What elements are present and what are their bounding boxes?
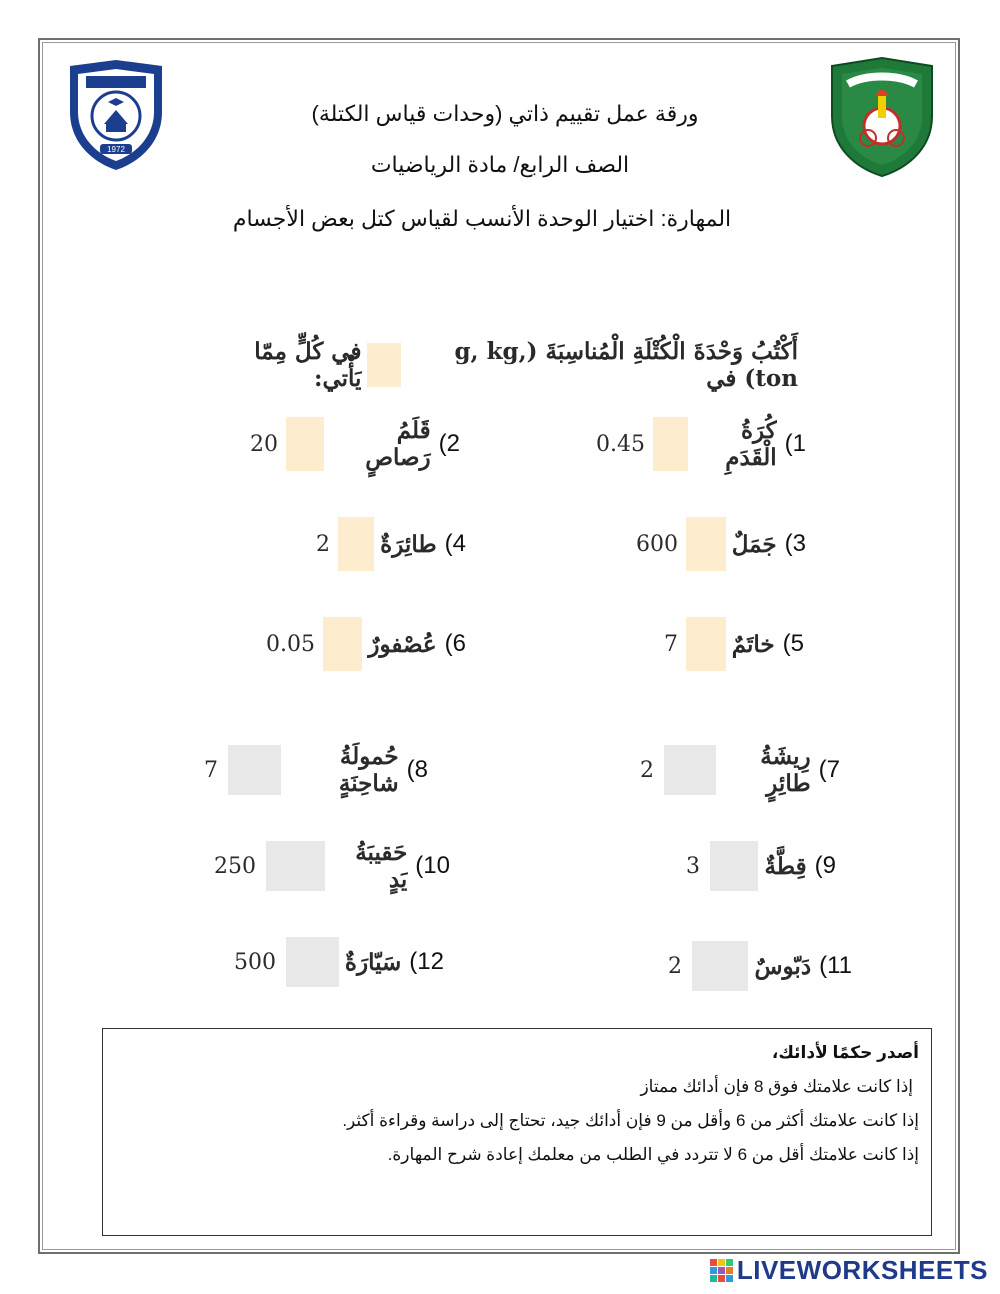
brand-name: LIVEWORKSHEETS [736,1255,988,1285]
svg-text:1972: 1972 [107,145,125,154]
worksheet-title: ورقة عمل تقييم ذاتي (وحدات قياس الكتلة) [311,101,699,126]
answer-box[interactable] [286,417,324,471]
skill-statement: المهارة: اختيار الوحدة الأنسب لقياس كتل بعض الأجسام [232,206,732,231]
answer-box[interactable] [286,937,339,987]
item-1: 1) كُرَةُ الْقَدَمِ 0.45 [596,417,806,471]
answer-box[interactable] [686,517,726,571]
item-4: 4) طائِرَةٌ 2 [316,516,466,572]
item-6: 6) عُصْفورٌ 0.05 [266,616,466,672]
judgement-excellent: إذا كانت علامتك فوق 8 فإن أدائك ممتاز [640,1077,913,1096]
item-2: 2) قَلَمُ رَصاصٍ 20 [250,417,460,471]
answer-box[interactable] [323,617,362,671]
item-5: 5) خاتَمٌ 7 [664,616,804,672]
item-7: 7) رِيشَةُ طائِرٍ 2 [640,743,840,797]
instruction-part2: في كُلٍّ مِمّا يَأْتي: [254,338,362,392]
instruction-part1: أَكْتُبُ وَحْدَةَ الْكُتْلَةِ الْمُناسِبَةَ (g, kg, ton) في [454,338,798,392]
answer-box[interactable] [686,617,726,671]
self-judgement-box [102,1028,932,1236]
judgement-title: أصدر حكمًا لأدائك، [771,1043,919,1062]
item-10: 10) حَقيبَةُ يَدٍ 250 [214,839,450,893]
liveworksheets-logo-icon [710,1259,733,1282]
item-8: 8) حُمولَةُ شاحِنَةٍ 7 [204,743,428,797]
instruction [218,340,798,390]
judgement-good: إذا كانت علامتك أكثر من 6 وأقل من 9 فإن أدائك جيد، تحتاج إلى دراسة وقراءة أكثر. [342,1111,919,1130]
answer-box[interactable] [692,941,748,991]
item-11: 11) دَبّوسٌ 2 [668,938,852,994]
answer-box[interactable] [664,745,716,795]
answer-box[interactable] [710,841,758,891]
instruction-blank-box [367,343,401,387]
grade-subject: الصف الرابع/ مادة الرياضيات [370,152,630,177]
liveworksheets-brand [710,1255,988,1286]
item-12: 12) سَيّارَةٌ 500 [234,934,444,990]
answer-box[interactable] [338,517,374,571]
judgement-low: إذا كانت علامتك أقل من 6 لا تتردد في الطلب من معلمك إعادة شرح المهارة. [387,1145,919,1164]
answer-box[interactable] [266,841,325,891]
item-3: 3) جَمَلٌ 600 [636,516,806,572]
item-9: 9) قِطَّةٌ 3 [686,838,836,894]
answer-box[interactable] [228,745,281,795]
answer-box[interactable] [653,417,688,471]
